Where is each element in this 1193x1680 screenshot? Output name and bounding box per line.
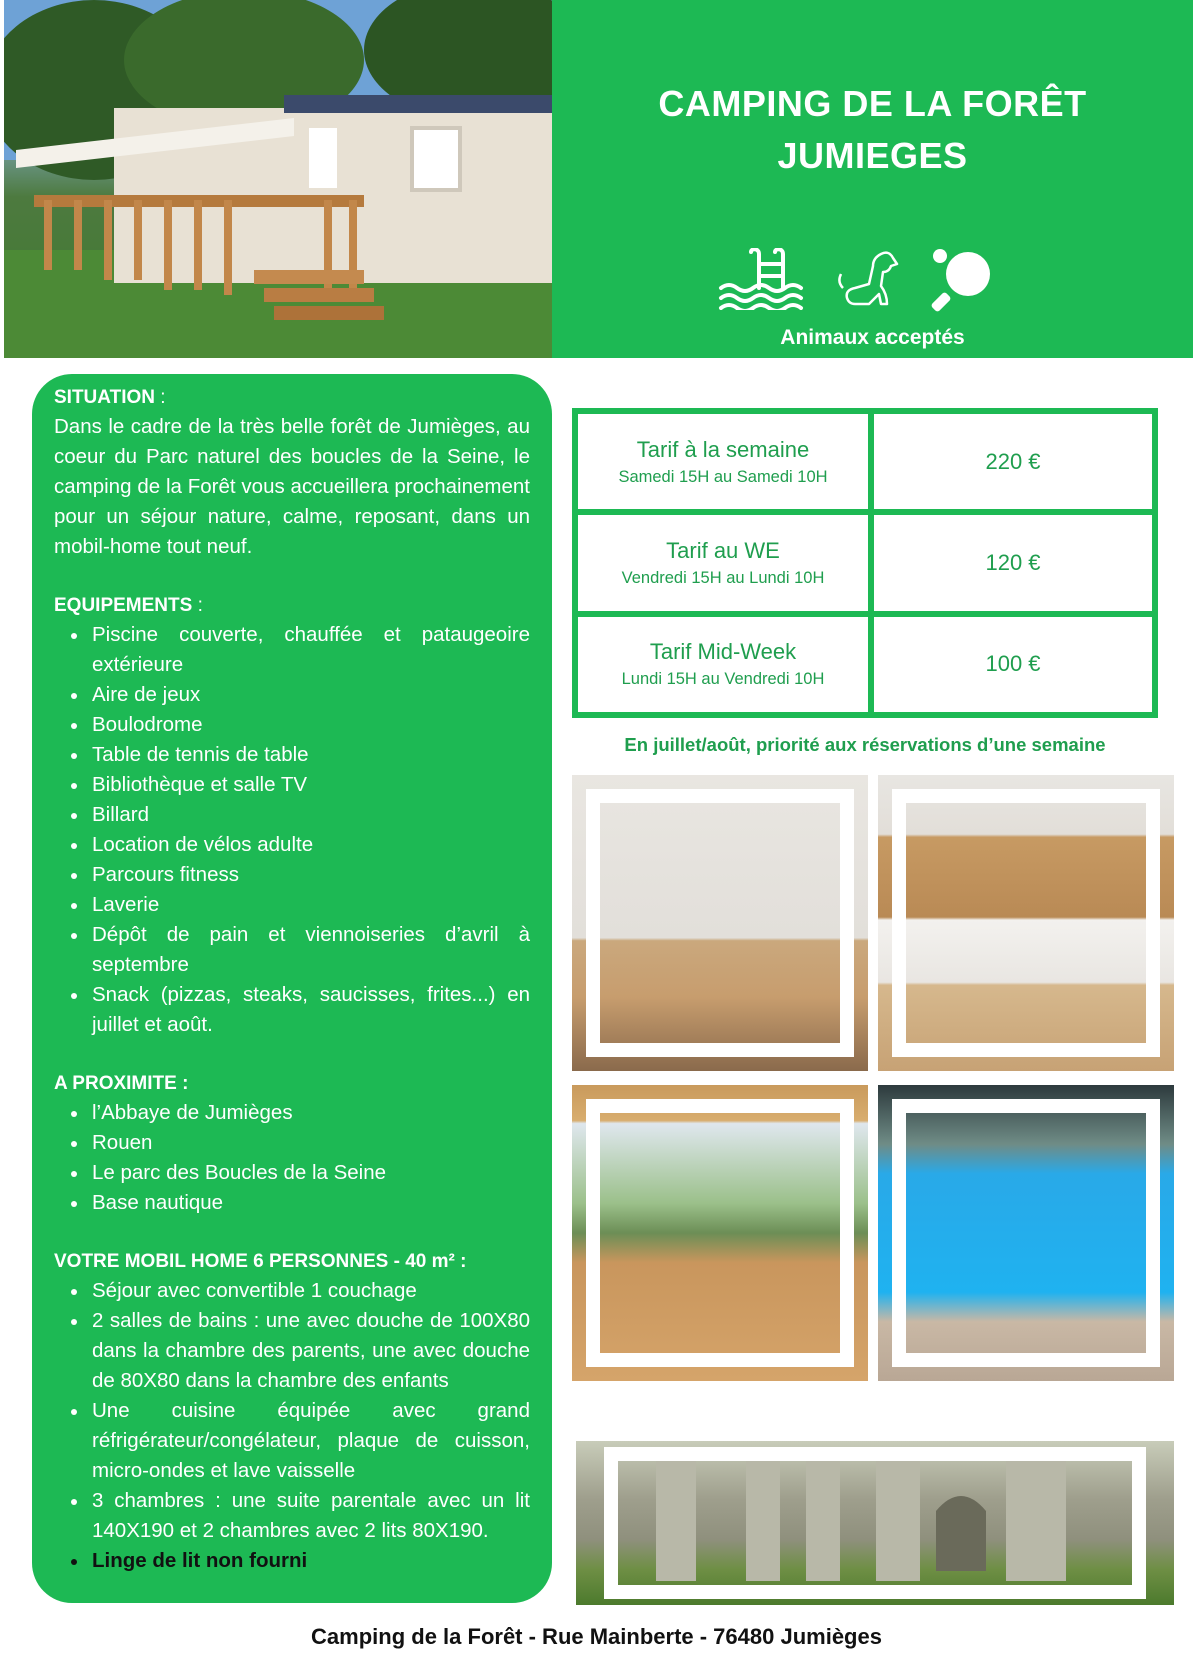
- price-row-value: [874, 617, 1152, 712]
- proximite-list: [54, 1098, 530, 1218]
- equipements-list: [54, 620, 530, 1040]
- list-item: Boulodrome: [54, 710, 530, 740]
- proximite-title: A PROXIMITE :: [54, 1073, 189, 1094]
- situation-heading: [54, 384, 530, 412]
- list-item: Base nautique: [54, 1188, 530, 1218]
- price-row-value: [874, 515, 1152, 610]
- list-item: 2 salles de bains : une avec douche de 100X80 dans la chambre des parents, une avec douche de 80X80 dans la chambre des enfants: [54, 1306, 530, 1396]
- list-item: l’Abbaye de Jumièges: [54, 1098, 530, 1128]
- list-item: Séjour avec convertible 1 couchage: [54, 1276, 530, 1306]
- equipements-title-suffix: :: [192, 595, 203, 616]
- price-value: 220 €: [985, 448, 1041, 474]
- price-row-value: [874, 414, 1152, 509]
- title-line-2: JUMIEGES: [777, 135, 968, 176]
- price-row-label: [578, 515, 868, 610]
- photo-living-room: [572, 775, 868, 1071]
- price-label: Tarif à la semaine: [636, 436, 810, 462]
- price-value: 120 €: [985, 549, 1041, 575]
- ping-pong-icon: [930, 248, 994, 312]
- list-item: Table de tennis de table: [54, 740, 530, 770]
- reservation-priority-note: En juillet/août, priorité aux réservations d’une semaine: [624, 734, 1106, 755]
- hero-photo-mobile-home: [4, 0, 552, 358]
- photo-terrace: [572, 1085, 868, 1381]
- photo-indoor-pool: [878, 1085, 1174, 1381]
- price-schedule: Lundi 15H au Vendredi 10H: [621, 670, 825, 689]
- price-row-label: [578, 617, 868, 712]
- photo-bedroom: [878, 775, 1174, 1071]
- list-item: Billard: [54, 800, 530, 830]
- situation-title: SITUATION: [54, 387, 155, 408]
- price-value: 100 €: [985, 651, 1041, 677]
- amenity-icons: [717, 248, 1007, 318]
- list-item: Bibliothèque et salle TV: [54, 770, 530, 800]
- page-title: [552, 78, 1193, 182]
- price-schedule: Vendredi 15H au Lundi 10H: [621, 568, 825, 587]
- list-item: Une cuisine équipée avec grand réfrigérateur/congélateur, plaque de cuisson, micro-ondes et lave vaisselle: [54, 1396, 530, 1486]
- mobilhome-list: [54, 1276, 530, 1576]
- bed-linen-note: Linge de lit non fourni: [54, 1546, 530, 1576]
- price-row-label: [578, 414, 868, 509]
- dog-icon: [837, 248, 901, 308]
- pool-icon: [717, 248, 809, 310]
- list-item: Le parc des Boucles de la Seine: [54, 1158, 530, 1188]
- list-item: Rouen: [54, 1128, 530, 1158]
- mobilhome-title: VOTRE MOBIL HOME 6 PERSONNES - 40 m² :: [54, 1251, 467, 1272]
- mobile-home-illustration: [4, 0, 552, 358]
- price-label: Tarif Mid-Week: [649, 639, 797, 665]
- list-item: Dépôt de pain et viennoiseries d’avril à septembre: [54, 920, 530, 980]
- footer-address: Camping de la Forêt - Rue Mainberte - 76480 Jumièges: [311, 1624, 882, 1649]
- price-table: [572, 408, 1158, 718]
- situation-title-suffix: :: [154, 387, 166, 408]
- hero-banner: [552, 0, 1193, 358]
- equipements-heading: [54, 592, 530, 620]
- info-panel: [32, 374, 552, 1603]
- list-item: Parcours fitness: [54, 860, 530, 890]
- list-item: Location de vélos adulte: [54, 830, 530, 860]
- photo-abbey-ruins: [576, 1441, 1174, 1605]
- price-schedule: Samedi 15H au Samedi 10H: [618, 467, 828, 486]
- list-item: Snack (pizzas, steaks, saucisses, frites...) en juillet et août.: [54, 980, 530, 1040]
- situation-text: Dans le cadre de la très belle forêt de Jumièges, au coeur du Parc naturel des boucles de la Seine, le camping de la Forêt vous accueillera prochainement pour un séjour nature, calme, reposant, dans un mobil-home tout neuf.: [54, 415, 530, 558]
- list-item: Laverie: [54, 890, 530, 920]
- equipements-title: EQUIPEMENTS: [54, 595, 193, 616]
- title-line-1: CAMPING DE LA FORÊT: [658, 83, 1087, 124]
- list-item: Piscine couverte, chauffée et pataugeoire extérieure: [54, 620, 530, 680]
- list-item: Aire de jeux: [54, 680, 530, 710]
- pets-accepted-caption: Animaux acceptés: [780, 326, 965, 349]
- price-label: Tarif au WE: [666, 537, 780, 563]
- list-item: 3 chambres : une suite parentale avec un lit 140X190 et 2 chambres avec 2 lits 80X190.: [54, 1486, 530, 1546]
